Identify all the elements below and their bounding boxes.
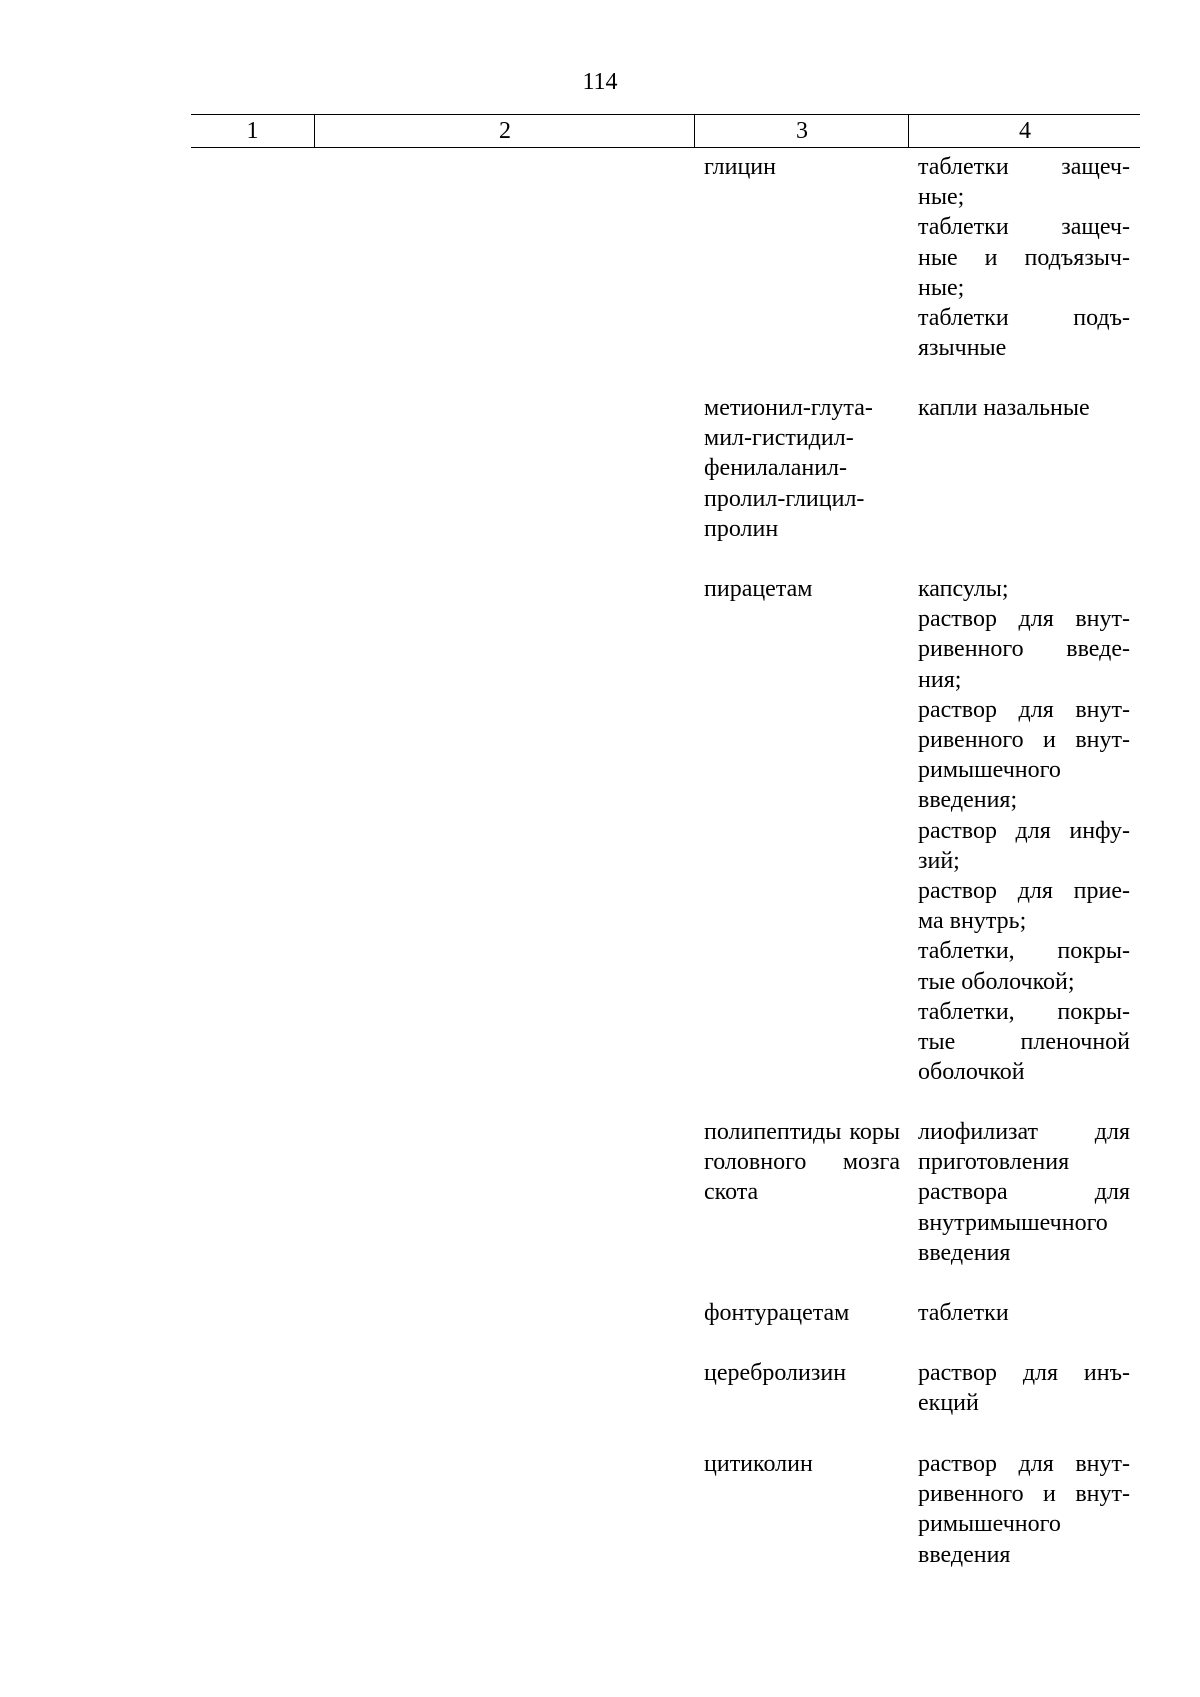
page-number: 114 xyxy=(582,69,618,95)
dosage-form-line: таблетки защеч- xyxy=(918,154,1130,180)
dosage-form-line: таблетки подъ- xyxy=(918,305,1130,332)
dosage-form-line: капсулы; xyxy=(918,576,1009,602)
dosage-form-line: раствор для инфу- xyxy=(918,817,1130,844)
dosage-form-line: раствор для внут- xyxy=(918,606,1130,633)
dosage-form-line: язычные xyxy=(918,335,1007,362)
dosage-form-line: ния; xyxy=(918,666,962,693)
dosage-form-line: лиофилизат для xyxy=(918,1119,1130,1145)
dosage-form-cell xyxy=(918,574,1130,1087)
dosage-form-line: таблетки, покры- xyxy=(918,938,1130,965)
column-header-3: 3 xyxy=(694,115,909,147)
dosage-form-line: ривенного и внут- xyxy=(918,727,1130,754)
dosage-form-line: таблетки xyxy=(918,1300,1009,1326)
drug-name-cell: полипептиды коры головного мозга скота xyxy=(704,1119,900,1206)
dosage-form-line: екций xyxy=(918,1390,979,1417)
dosage-form-line: ривенного и внут- xyxy=(918,1481,1130,1508)
dosage-form-cell xyxy=(918,1449,1130,1570)
column-header-2: 2 xyxy=(314,115,695,147)
dosage-form-line: раствора для xyxy=(918,1179,1130,1206)
drug-name-cell: метионил-глута- мил-гистидил- фенилаланил- пролил-глицил- пролин xyxy=(704,395,873,542)
drug-name-cell: церебролизин xyxy=(704,1360,847,1386)
dosage-form-cell xyxy=(918,393,1130,423)
dosage-form-line: введения; xyxy=(918,787,1018,814)
dosage-form-line: внутримышечного xyxy=(918,1209,1108,1236)
column-header-1: 1 xyxy=(246,118,259,144)
table-header-row xyxy=(191,114,1140,148)
dosage-form-line: тые пленочной xyxy=(918,1029,1130,1056)
dosage-form-line: таблетки, покры- xyxy=(918,998,1130,1025)
drug-name-cell: фонтурацетам xyxy=(704,1300,850,1326)
drug-name-cell: глицин xyxy=(704,154,776,180)
dosage-form-line: приготовления xyxy=(918,1149,1070,1176)
dosage-form-line: таблетки защеч- xyxy=(918,214,1130,241)
dosage-form-line: капли назальные xyxy=(918,395,1090,421)
dosage-form-line: введения xyxy=(918,1239,1011,1266)
dosage-form-line: раствор для инъ- xyxy=(918,1360,1130,1386)
dosage-form-cell xyxy=(918,152,1130,363)
drug-name-cell: цитиколин xyxy=(704,1451,813,1477)
dosage-form-line: ные; xyxy=(918,274,965,301)
dosage-form-line: введения xyxy=(918,1541,1011,1568)
dosage-form-line: раствор для внут- xyxy=(918,1451,1130,1477)
drug-name-cell: пирацетам xyxy=(704,576,813,602)
dosage-form-line: оболочкой xyxy=(918,1059,1025,1086)
column-header-4: 4 xyxy=(908,115,1141,147)
dosage-form-line: римышечного xyxy=(918,757,1061,784)
dosage-form-line: зий; xyxy=(918,847,960,874)
dosage-form-line: римышечного xyxy=(918,1511,1061,1538)
dosage-form-line: ные и подъязыч- xyxy=(918,244,1130,271)
dosage-form-cell xyxy=(918,1358,1130,1418)
dosage-form-cell xyxy=(918,1117,1130,1268)
dosage-form-line: раствор для внут- xyxy=(918,696,1130,723)
dosage-form-line: ма внутрь; xyxy=(918,908,1027,935)
dosage-form-cell xyxy=(918,1298,1130,1328)
dosage-form-line: тые оболочкой; xyxy=(918,968,1075,995)
dosage-form-line: ные; xyxy=(918,184,965,211)
dosage-form-line: раствор для прие- xyxy=(918,878,1130,905)
dosage-form-line: ривенного введе- xyxy=(918,636,1130,663)
